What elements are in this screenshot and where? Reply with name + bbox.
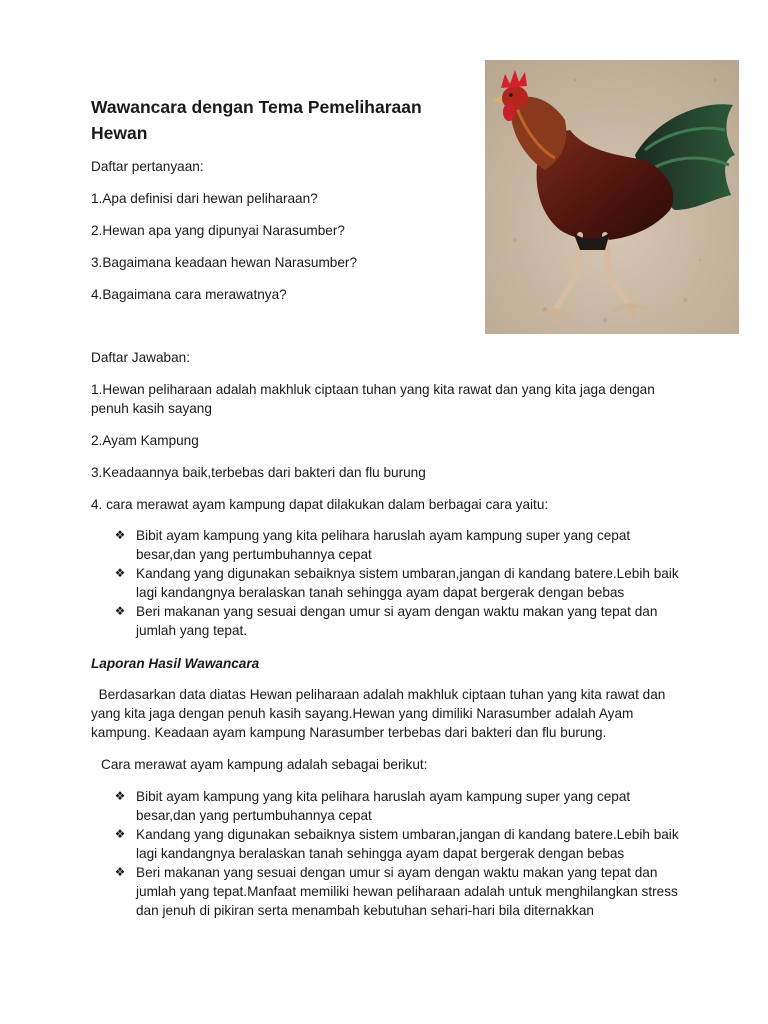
- question-item: 4.Bagaimana cara merawatnya?: [91, 287, 287, 302]
- rooster-illustration: [485, 60, 739, 334]
- question-item: 2.Hewan apa yang dipunyai Narasumber?: [91, 223, 345, 238]
- report-intro: Cara merawat ayam kampung adalah sebagai berikut:: [101, 757, 428, 772]
- list-item: ❖ Bibit ayam kampung yang kita pelihara haruslah ayam kampung super yang cepat besar,dan yang pertumbuhannya cepat: [112, 787, 682, 825]
- page-title: Wawancara dengan Tema Pemeliharaan Hewan: [91, 97, 422, 143]
- question-item: 3.Bagaimana keadaan hewan Narasumber?: [91, 255, 358, 270]
- bullet-diamond-icon: ❖: [114, 528, 126, 542]
- bullet-diamond-icon: ❖: [114, 566, 126, 580]
- list-item: ❖ Beri makanan yang sesuai dengan umur si ayam dengan waktu makan yang tepat dan jumlah yang tepat.Manfaat memiliki hewan peliharaan adalah untuk menghilangkan stress dan jenuh di pikiran serta menambah kebutuhan sehari-hari bila diternakkan: [112, 863, 682, 920]
- bullet-diamond-icon: ❖: [114, 604, 126, 618]
- questions-heading: Daftar pertanyaan:: [91, 159, 204, 174]
- list-item: ❖ Kandang yang digunakan sebaiknya sistem umbaran,jangan di kandang batere.Lebih baik lagi kandangnya beralaskan tanah sehingga ayam dapat bergerak dengan bebas: [112, 564, 682, 602]
- answer-item: 1.Hewan peliharaan adalah makhluk ciptaan tuhan yang kita rawat dan yang kita jaga dengan penuh kasih sayang: [91, 382, 655, 416]
- question-item: 1.Apa definisi dari hewan peliharaan?: [91, 191, 318, 206]
- answer-item: 2.Ayam Kampung: [91, 433, 199, 448]
- rooster-photo: [485, 60, 739, 334]
- bullet-diamond-icon: ❖: [114, 827, 126, 841]
- answers-heading: Daftar Jawaban:: [91, 350, 190, 365]
- bullet-diamond-icon: ❖: [114, 789, 126, 803]
- list-item: ❖ Bibit ayam kampung yang kita pelihara haruslah ayam kampung super yang cepat besar,dan yang pertumbuhannya cepat: [112, 526, 682, 564]
- answer-item: 4. cara merawat ayam kampung dapat dilakukan dalam berbagai cara yaitu:: [91, 497, 549, 512]
- answer-bullet-list: [112, 526, 682, 640]
- answer-item: 3.Keadaannya baik,terbebas dari bakteri dan flu burung: [91, 465, 426, 480]
- list-item: ❖ Beri makanan yang sesuai dengan umur si ayam dengan waktu makan yang tepat dan jumlah yang tepat.: [112, 602, 682, 640]
- bullet-diamond-icon: ❖: [114, 865, 126, 879]
- report-bullet-list: [112, 787, 682, 920]
- report-paragraph: Berdasarkan data diatas Hewan peliharaan adalah makhluk ciptaan tuhan yang kita rawat dan yang kita jaga dengan penuh kasih sayang.Hewan yang dimiliki Narasumber adalah Ayam kampung. Keadaan ayam kampung Narasumber terbebas dari bakteri dan flu burung.: [91, 687, 670, 740]
- report-heading: Laporan Hasil Wawancara: [91, 656, 260, 671]
- list-item: ❖ Kandang yang digunakan sebaiknya sistem umbaran,jangan di kandang batere.Lebih baik lagi kandangnya beralaskan tanah sehingga ayam dapat bergerak dengan bebas: [112, 825, 682, 863]
